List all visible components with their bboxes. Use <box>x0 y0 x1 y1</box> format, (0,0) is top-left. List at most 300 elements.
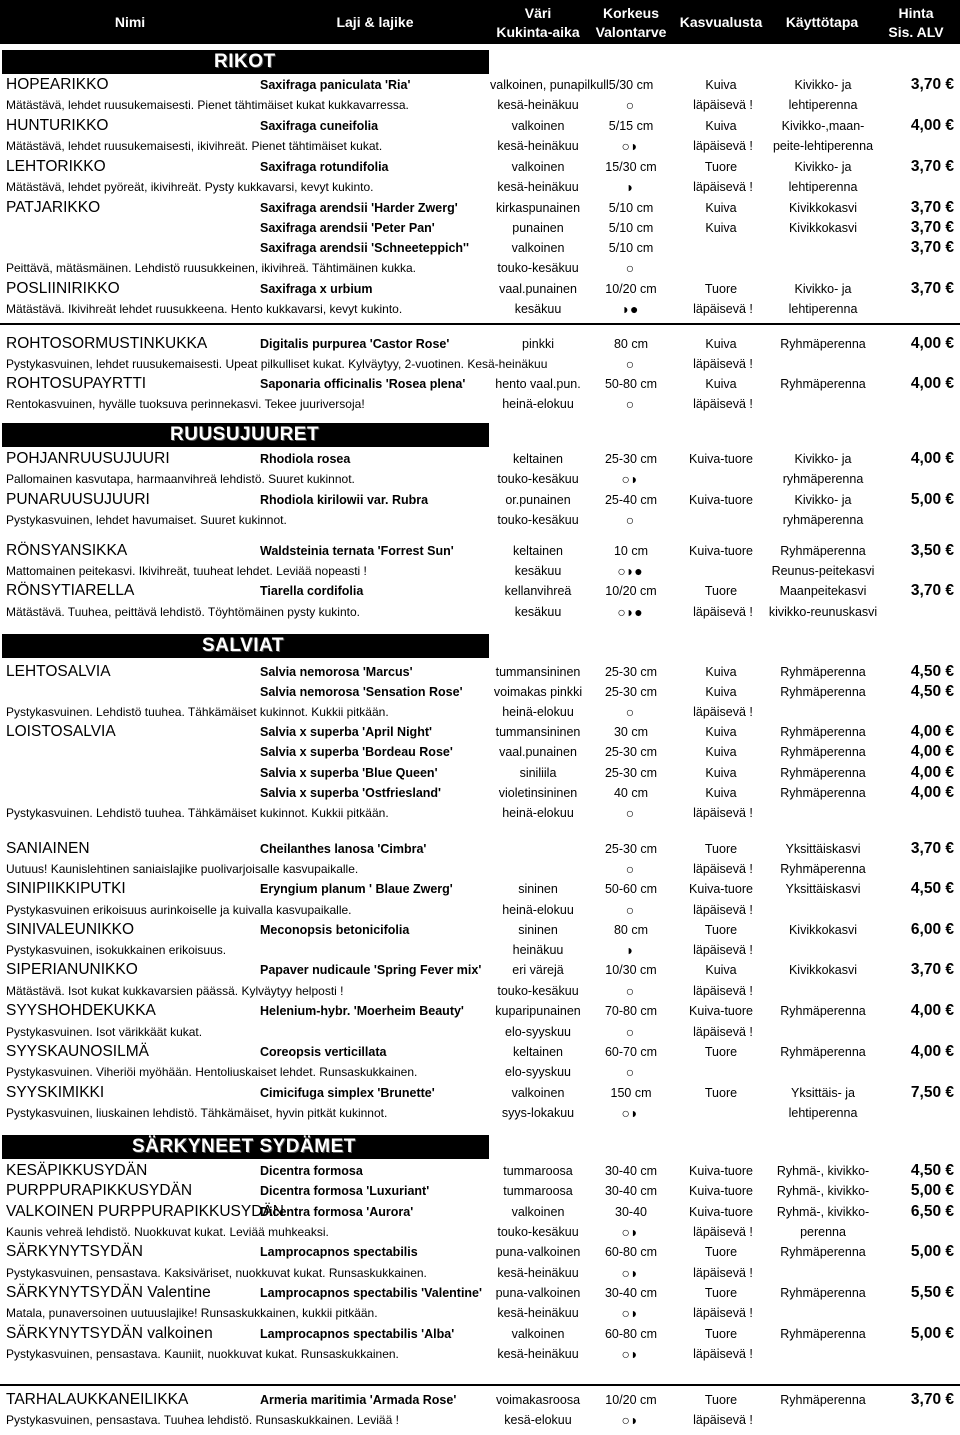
latin-name: Saxifraga rotundifolia <box>260 160 389 174</box>
plant-description: Peittävä, mätäsmäinen. Lehdistö ruusukkeinen, ikivihreä. Tähtimäinen kukka. <box>6 261 416 275</box>
price: 5,00 € <box>910 1243 954 1260</box>
plant-height: 40 cm <box>613 786 649 800</box>
bloom-time: elo-syyskuu <box>505 1025 571 1039</box>
plant-name: LEHTORIKKO <box>6 158 106 175</box>
plant-height: 50-80 cm <box>604 377 658 391</box>
plant-name: KESÄPIKKUSYDÄN <box>6 1162 148 1179</box>
plant-height: 5/10 cm <box>608 221 654 235</box>
light-requirement-icon: ○ <box>625 356 635 372</box>
light-requirement-icon: ○◗ <box>621 1265 639 1281</box>
plant-height: 10/20 cm <box>605 1393 657 1407</box>
plant-height: 30 cm <box>613 725 649 739</box>
light-requirement-icon: ○◗● <box>617 604 643 620</box>
price: 4,00 € <box>910 117 954 134</box>
latin-name: Coreopsis verticillata <box>260 1045 387 1059</box>
latin-name: Salvia x superba 'Bordeau Rose' <box>260 745 453 759</box>
bloom-time: touko-kesäkuu <box>497 261 579 275</box>
plant-description: Mätästävä, lehdet pyöreät, ikivihreät. Pysty kukkavarsi, kevyt kukinto. <box>6 180 374 194</box>
plant-name: PATJARIKKO <box>6 199 101 216</box>
flower-color: voimakas pinkki <box>493 685 583 699</box>
product-row <box>0 1181 960 1201</box>
price: 3,70 € <box>910 280 954 297</box>
section-title: SÄRKYNEET SYDÄMET <box>132 1136 356 1157</box>
soil-note: läpäisevä ! <box>693 1413 753 1427</box>
product-row <box>0 238 960 258</box>
light-requirement-icon: ○◗ <box>621 138 639 154</box>
plant-description: Pystykasvuinen. Lehdistö tuuhea. Tähkämäiset kukinnot. Kukkii pitkään. <box>6 705 389 719</box>
description-row <box>0 354 960 374</box>
plant-name: LOISTOSALVIA <box>6 723 116 740</box>
product-row <box>0 279 960 299</box>
light-requirement-icon: ○ <box>625 512 635 528</box>
latin-name: Meconopsis betonicifolia <box>260 923 410 937</box>
bloom-time: heinäkuu <box>512 943 564 957</box>
light-requirement-icon: ○ <box>625 983 635 999</box>
soil-note: läpäisevä ! <box>693 302 753 316</box>
plant-name: HUNTURIKKO <box>6 117 109 134</box>
plant-name: SINIPIIKKIPUTKI <box>6 880 126 897</box>
light-requirement-icon: ○◗ <box>621 1105 639 1121</box>
latin-name: Papaver nudicaule 'Spring Fever mix' <box>260 963 482 977</box>
plant-height: 60-80 cm <box>604 1245 658 1259</box>
plant-name: PUNARUUSUJUURI <box>6 491 150 508</box>
light-requirement-icon: ○◗ <box>621 1224 639 1240</box>
bloom-time: elo-syyskuu <box>505 1065 571 1079</box>
price: 3,70 € <box>910 76 954 93</box>
soil-note: läpäisevä ! <box>693 1266 753 1280</box>
soil-note: läpäisevä ! <box>693 862 753 876</box>
usage-type: Ryhmä-, kivikko- <box>776 1164 870 1178</box>
flower-color: keltainen <box>512 1045 564 1059</box>
plant-name: SIPERIANUNIKKO <box>6 961 138 978</box>
soil-note: läpäisevä ! <box>693 180 753 194</box>
header-kukinta: Kukinta-aika <box>496 24 580 40</box>
plant-description: Pystykasvuinen, pensastava. Tuuhea lehdistö. Runsaskukkainen. Leviää ! <box>6 1413 399 1427</box>
plant-name: POSLIINIRIKKO <box>6 280 120 297</box>
light-requirement-icon: ○◗ <box>621 471 639 487</box>
latin-name: Tiarella cordifolia <box>260 584 364 598</box>
latin-name: Armeria maritimia 'Armada Rose' <box>260 1393 457 1407</box>
product-row <box>0 1390 960 1410</box>
soil-note: läpäisevä ! <box>693 357 753 371</box>
latin-name: Cheilanthes lanosa 'Cimbra' <box>260 842 427 856</box>
usage-type: Ryhmäperenna <box>780 1393 866 1407</box>
table-header <box>0 0 960 44</box>
plant-description: Pystykasvuinen, lehdet havumaiset. Suuret kukinnot. <box>6 513 287 527</box>
flower-color: or.punainen <box>505 493 571 507</box>
plant-height: 30-40 cm <box>604 1184 658 1198</box>
plant-height: 25-40 cm <box>604 493 658 507</box>
product-row <box>0 662 960 682</box>
description-row <box>0 1303 960 1323</box>
latin-name: Salvia x superba 'Ostfriesland' <box>260 786 442 800</box>
plant-description: Pystykasvuinen, liuskainen lehdistö. Tähkämäiset, hyvin pitkät kukinnot. <box>6 1106 388 1120</box>
soil-type: Tuore <box>704 923 738 937</box>
plant-description: Pystykasvuinen erikoisuus aurinkoiselle ja kuivalla kasvupaikalle. <box>6 903 352 917</box>
plant-name: POHJANRUUSUJUURI <box>6 450 170 467</box>
latin-name: Dicentra formosa <box>260 1164 363 1178</box>
soil-type: Kuiva <box>705 745 737 759</box>
soil-type: Kuiva-tuore <box>689 452 753 466</box>
product-row <box>0 581 960 601</box>
soil-type: Tuore <box>704 1393 738 1407</box>
plant-height: 10/30 cm <box>605 963 657 977</box>
description-row <box>0 561 960 581</box>
latin-name: Rhodiola rosea <box>260 452 351 466</box>
plant-height: 5/10 cm <box>608 201 654 215</box>
soil-type: Tuore <box>704 1045 738 1059</box>
price: 5,00 € <box>910 1182 954 1199</box>
flower-color: puna-valkoinen <box>495 1245 581 1259</box>
flower-color: tummaroosa <box>503 1184 573 1198</box>
product-row <box>0 722 960 742</box>
usage-type: Ryhmäperenna <box>780 665 866 679</box>
usage-type: Kivikkokasvi <box>788 923 858 937</box>
usage-type: Ryhmä-, kivikko- <box>776 1184 870 1198</box>
plant-description: Pystykasvuinen, pensastava. Kauniit, nuokkuvat kukat. Runsaskukkainen. <box>6 1347 399 1361</box>
usage-type: Ryhmäperenna <box>780 685 866 699</box>
header-vari: Väri <box>524 5 552 21</box>
flower-color: valkoinen, punapilkull. <box>490 78 613 92</box>
bloom-time: kesä-elokuu <box>504 1413 572 1427</box>
light-requirement-icon: ◗ <box>625 942 635 958</box>
soil-note: läpäisevä ! <box>693 605 753 619</box>
soil-type: Kuiva-tuore <box>689 1004 753 1018</box>
plant-name: HOPEARIKKO <box>6 76 109 93</box>
plant-height: 50-60 cm <box>604 882 658 896</box>
latin-name: Waldsteinia ternata 'Forrest Sun' <box>260 544 454 558</box>
plant-name: SINIVALEUNIKKO <box>6 921 135 938</box>
flower-color: kellanvihreä <box>504 584 572 598</box>
soil-type: Kuiva-tuore <box>689 544 753 558</box>
soil-type: Tuore <box>704 160 738 174</box>
plant-height: 60-80 cm <box>604 1327 658 1341</box>
header-korkeus: Korkeus <box>602 5 660 21</box>
product-row <box>0 783 960 803</box>
product-row <box>0 1001 960 1021</box>
latin-name: Saxifraga arendsii 'Peter Pan' <box>260 221 435 235</box>
light-requirement-icon: ○ <box>625 1064 635 1080</box>
soil-type: Tuore <box>704 584 738 598</box>
flower-color: puna-valkoinen <box>495 1286 581 1300</box>
latin-name: Eryngium planum ' Blaue Zwerg' <box>260 882 453 896</box>
bloom-time: kesä-heinäkuu <box>497 1266 579 1280</box>
usage-type: Ryhmäperenna <box>780 1045 866 1059</box>
price: 4,00 € <box>910 743 954 760</box>
plant-description: Pystykasvuinen. Isot värikkäät kukat. <box>6 1025 203 1039</box>
bloom-time: touko-kesäkuu <box>497 1225 579 1239</box>
soil-note: läpäisevä ! <box>693 984 753 998</box>
soil-type: Kuiva <box>705 685 737 699</box>
price: 3,70 € <box>910 840 954 857</box>
latin-name: Salvia x superba 'April Night' <box>260 725 432 739</box>
usage-note: ryhmäperenna <box>782 472 864 486</box>
plant-height: 150 cm <box>610 1086 652 1100</box>
plant-name: SANIAINEN <box>6 840 90 857</box>
usage-note: Ryhmäperenna <box>780 862 866 876</box>
price: 5,50 € <box>910 1284 954 1301</box>
product-row <box>0 1324 960 1344</box>
usage-type: Ryhmä-, kivikko- <box>776 1205 870 1219</box>
plant-description: Pystykasvuinen, pensastava. Kaksiväriset, nuokkuvat kukat. Runsaskukkainen. <box>6 1266 427 1280</box>
latin-name: Saxifraga x urbium <box>260 282 373 296</box>
light-requirement-icon: ◗● <box>621 301 639 317</box>
light-requirement-icon: ○ <box>625 260 635 276</box>
plant-name: RÖNSYANSIKKA <box>6 542 128 559</box>
usage-type: Ryhmäperenna <box>780 766 866 780</box>
plant-description: Pystykasvuinen. Lehdistö tuuhea. Tähkämäiset kukinnot. Kukkii pitkään. <box>6 806 389 820</box>
description-row <box>0 702 960 722</box>
usage-type: Ryhmäperenna <box>780 1004 866 1018</box>
price: 3,70 € <box>910 961 954 978</box>
price: 4,00 € <box>910 1043 954 1060</box>
plant-height: 5/15 cm <box>608 119 654 133</box>
plant-name: VALKOINEN PURPPURAPIKKUSYDÄN <box>6 1203 284 1220</box>
price: 3,70 € <box>910 582 954 599</box>
plant-description: Pystykasvuinen. Viheriöi myöhään. Hentoliuskaiset lehdet. Runsaskukkainen. <box>6 1065 418 1079</box>
description-row <box>0 177 960 197</box>
price: 4,00 € <box>910 1002 954 1019</box>
section-salviat <box>2 634 489 658</box>
flower-color: vaal.punainen <box>499 282 577 296</box>
flower-color: hento vaal.pun. <box>495 377 581 391</box>
usage-note: lehtiperenna <box>788 302 858 316</box>
bloom-time: touko-kesäkuu <box>497 513 579 527</box>
usage-type: Kivikkokasvi <box>788 963 858 977</box>
usage-note: lehtiperenna <box>788 1106 858 1120</box>
product-row <box>0 1202 960 1222</box>
flower-color: valkoinen <box>511 1327 565 1341</box>
plant-height: 30-40 cm <box>604 1286 658 1300</box>
bloom-time: kesä-heinäkuu <box>497 98 579 112</box>
product-row <box>0 960 960 980</box>
flower-color: siniliila <box>519 766 557 780</box>
header-kasvualusta: Kasvualusta <box>679 14 763 30</box>
plant-name: RÖNSYTIARELLA <box>6 582 135 599</box>
price: 4,00 € <box>910 723 954 740</box>
plant-description: Mätästävä, lehdet ruusukemaisesti, ikivihreät. Pienet tähtimäiset kukat. <box>6 139 383 153</box>
description-row <box>0 859 960 879</box>
description-row <box>0 981 960 1001</box>
plant-height: 25-30 cm <box>604 766 658 780</box>
bloom-time: syys-lokakuu <box>501 1106 575 1120</box>
soil-type: Kuiva <box>705 78 737 92</box>
usage-note: lehtiperenna <box>788 180 858 194</box>
section-rikot <box>2 50 489 74</box>
usage-type: Yksittäis- ja <box>791 1086 855 1100</box>
product-row <box>0 374 960 394</box>
usage-type: Kivikko- ja <box>794 282 852 296</box>
usage-type: Kivikko- ja <box>794 452 852 466</box>
light-requirement-icon: ○◗ <box>621 1412 639 1428</box>
flower-color: keltainen <box>512 544 564 558</box>
price: 4,50 € <box>910 1162 954 1179</box>
price: 3,70 € <box>910 199 954 216</box>
bloom-time: kesäkuu <box>514 302 562 316</box>
plant-description: Matala, punaversoinen uutuuslajike! Runsaskukkainen, kukkii pitkään. <box>6 1306 378 1320</box>
price: 4,50 € <box>910 663 954 680</box>
soil-type: Kuiva <box>705 786 737 800</box>
plant-description: Rentokasvuinen, hyvälle tuoksuva perinnekasvi. Tekee juuriversoja! <box>6 397 365 411</box>
bloom-time: heinä-elokuu <box>502 806 574 820</box>
plant-height: 80 cm <box>613 337 649 351</box>
description-row <box>0 510 960 530</box>
light-requirement-icon: ○ <box>625 1024 635 1040</box>
plant-name: LEHTOSALVIA <box>6 663 111 680</box>
flower-color: tummansininen <box>495 725 581 739</box>
description-row <box>0 258 960 278</box>
usage-type: Kivikko- ja <box>794 78 852 92</box>
usage-type: Maanpeitekasvi <box>779 584 867 598</box>
price: 4,50 € <box>910 683 954 700</box>
soil-note: läpäisevä ! <box>693 1347 753 1361</box>
usage-note: lehtiperenna <box>788 98 858 112</box>
soil-note: läpäisevä ! <box>693 806 753 820</box>
usage-note: Reunus-peitekasvi <box>771 564 875 578</box>
latin-name: Cimicifuga simplex 'Brunette' <box>260 1086 435 1100</box>
price: 4,00 € <box>910 784 954 801</box>
description-row <box>0 900 960 920</box>
plant-name: SÄRKYNYTSYDÄN <box>6 1243 143 1260</box>
product-row <box>0 1042 960 1062</box>
price: 4,00 € <box>910 450 954 467</box>
plant-height: 25-30 cm <box>604 745 658 759</box>
divider <box>0 323 960 325</box>
flower-color: valkoinen <box>511 241 565 255</box>
plant-height: 10/20 cm <box>605 584 657 598</box>
bloom-time: heinä-elokuu <box>502 397 574 411</box>
product-row <box>0 449 960 469</box>
flower-color: valkoinen <box>511 160 565 174</box>
section-ruusujuuret <box>2 423 489 447</box>
usage-type: Kivikko- ja <box>794 160 852 174</box>
soil-type: Kuiva-tuore <box>689 493 753 507</box>
product-row <box>0 157 960 177</box>
plant-name: SYYSHOHDEKUKKA <box>6 1002 156 1019</box>
plant-name: ROHTOSORMUSTINKUKKA <box>6 335 208 352</box>
description-row <box>0 1103 960 1123</box>
soil-type: Tuore <box>704 1327 738 1341</box>
price: 3,70 € <box>910 1391 954 1408</box>
soil-type: Kuiva <box>705 119 737 133</box>
light-requirement-icon: ○ <box>625 704 635 720</box>
soil-note: läpäisevä ! <box>693 1225 753 1239</box>
plant-height: 5/10 cm <box>608 241 654 255</box>
flower-color: sininen <box>518 882 558 896</box>
soil-type: Tuore <box>704 1086 738 1100</box>
plant-description: Mattomainen peitekasvi. Ikivihreät, tuuheat lehdet. Leviää nopeasti ! <box>6 564 367 578</box>
flower-color: vaal.punainen <box>499 745 577 759</box>
usage-type: Ryhmäperenna <box>780 745 866 759</box>
plant-height: 25-30 cm <box>604 452 658 466</box>
usage-type: Ryhmäperenna <box>780 1327 866 1341</box>
bloom-time: kesä-heinäkuu <box>497 1347 579 1361</box>
flower-color: eri värejä <box>512 963 564 977</box>
flower-color: tummaroosa <box>503 1164 573 1178</box>
soil-type: Kuiva <box>705 337 737 351</box>
price: 3,70 € <box>910 158 954 175</box>
plant-name: SÄRKYNYTSYDÄN Valentine <box>6 1284 211 1301</box>
plant-height: 5/30 cm <box>608 78 654 92</box>
flower-color: valkoinen <box>511 1205 565 1219</box>
price: 3,70 € <box>910 239 954 256</box>
soil-note: läpäisevä ! <box>693 1025 753 1039</box>
soil-type: Kuiva <box>705 665 737 679</box>
description-row <box>0 602 960 622</box>
section-title: SALVIAT <box>202 635 284 656</box>
description-row <box>0 1022 960 1042</box>
description-row <box>0 1344 960 1364</box>
bloom-time: kesä-heinäkuu <box>497 139 579 153</box>
bloom-time: touko-kesäkuu <box>497 984 579 998</box>
latin-name: Salvia nemorosa 'Sensation Rose' <box>260 685 463 699</box>
plant-height: 15/30 cm <box>605 160 657 174</box>
soil-type: Kuiva <box>705 766 737 780</box>
plant-name: SYYSKAUNOSILMÄ <box>6 1043 149 1060</box>
soil-note: läpäisevä ! <box>693 903 753 917</box>
latin-name: Saxifraga cuneifolia <box>260 119 379 133</box>
usage-type: Kivikkokasvi <box>788 221 858 235</box>
flower-color: violetinsininen <box>498 786 578 800</box>
bloom-time: heinä-elokuu <box>502 705 574 719</box>
latin-name: Rhodiola kirilowii var. Rubra <box>260 493 429 507</box>
soil-note: läpäisevä ! <box>693 139 753 153</box>
soil-note: läpäisevä ! <box>693 705 753 719</box>
plant-description: Mätästävä. Isot kukat kukkavarsien päässä. Kylväytyy helposti ! <box>6 984 344 998</box>
usage-type: Yksittäiskasvi <box>785 882 861 896</box>
latin-name: Salvia nemorosa 'Marcus' <box>260 665 413 679</box>
header-alv: Sis. ALV <box>888 24 944 40</box>
bloom-time: kesä-heinäkuu <box>497 180 579 194</box>
price: 3,70 € <box>910 219 954 236</box>
product-row <box>0 682 960 702</box>
bloom-time: kesä-heinäkuu <box>497 1306 579 1320</box>
soil-type: Kuiva-tuore <box>689 882 753 896</box>
light-requirement-icon: ○ <box>625 805 635 821</box>
usage-note: ryhmäperenna <box>782 513 864 527</box>
price: 4,00 € <box>910 375 954 392</box>
usage-type: Ryhmäperenna <box>780 1245 866 1259</box>
flower-color: pinkki <box>522 337 554 351</box>
usage-type: Kivikkokasvi <box>788 201 858 215</box>
plant-name: ROHTOSUPAYRTTI <box>6 375 147 392</box>
flower-color: valkoinen <box>511 1086 565 1100</box>
price: 5,00 € <box>910 491 954 508</box>
latin-name: Lamprocapnos spectabilis 'Valentine' <box>260 1286 482 1300</box>
latin-name: Lamprocapnos spectabilis 'Alba' <box>260 1327 455 1341</box>
plant-description: Kaunis vehreä lehdistö. Nuokkuvat kukat. Leviää muhkeaksi. <box>6 1225 329 1239</box>
price: 6,50 € <box>910 1203 954 1220</box>
header-nimi: Nimi <box>114 14 146 30</box>
latin-name: Lamprocapnos spectabilis <box>260 1245 418 1259</box>
soil-note: läpäisevä ! <box>693 98 753 112</box>
light-requirement-icon: ○ <box>625 861 635 877</box>
soil-note: läpäisevä ! <box>693 397 753 411</box>
plant-description: Pallomainen kasvutapa, harmaanvihreä lehdistö. Suuret kukinnot. <box>6 472 355 486</box>
soil-type: Kuiva-tuore <box>689 1164 753 1178</box>
bloom-time: touko-kesäkuu <box>497 472 579 486</box>
latin-name: Salvia x superba 'Blue Queen' <box>260 766 438 780</box>
price: 3,50 € <box>910 542 954 559</box>
product-row <box>0 742 960 762</box>
flower-color: voimakasroosa <box>495 1393 581 1407</box>
plant-height: 30-40 cm <box>604 1164 658 1178</box>
latin-name: Saxifraga paniculata 'Ria' <box>260 78 411 92</box>
description-row <box>0 136 960 156</box>
light-requirement-icon: ○◗ <box>621 1346 639 1362</box>
usage-type: Yksittäiskasvi <box>785 842 861 856</box>
section-title: RIKOT <box>214 51 276 72</box>
